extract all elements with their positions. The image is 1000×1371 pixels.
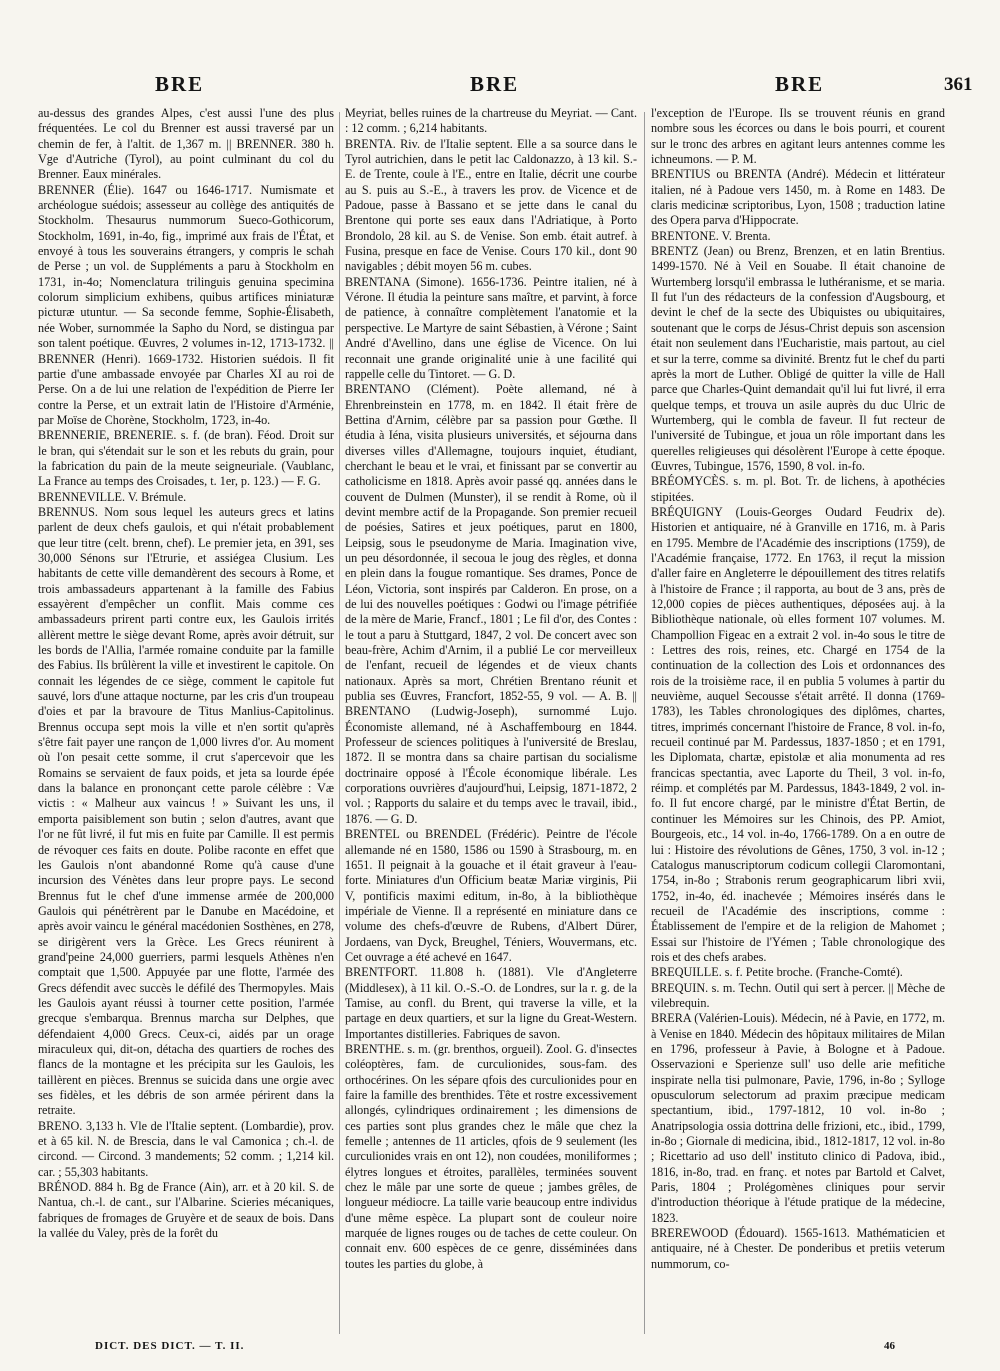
entry-paragraph: BRENTA. Riv. de l'Italie septent. Elle a sa source dans le Tyrol autrichien, dans le petit lac Caldonazzo, à 13 kil. S.-E. de Trente, coule à l'E., entre en Italie, décrit une courbe au S. puis au S.-E., à travers les prov. de Vicence et de Padoue, passe à Bassano et se jette dans le canal du Brentone qui porte ses eaux dans l'Adriatique, à Porto Brondolo, 28 kil. au S. de Venise. Son emb. était autref. à Fusina, presque en face de Venise. Cours 170 kil., dont 90 navigables ; débit moyen 56 m. cubes. [345, 136, 637, 274]
column-rule [339, 112, 340, 1334]
entry-paragraph: BRÉQUIGNY (Louis-Georges Oudard Feudrix de). Historien et antiquaire, né à Granville en 1716, m. à Paris en 1795. Membre de l'Académie des inscriptions (1759), de l'Académie française, 1772. En 1763, il reçut la mission d'aller faire en Angleterre le dépouillement des titres relatifs à l'histoire de France ; il rapporta, au bout de 3 ans, près de 12,000 copies de pièces authentiques, déposées auj. à la Bibliothèque nationale, où elles forment 107 volumes. M. Champollion Figeac en a extrait 2 vol. in-4o sous le titre de : Lettres des rois, reines, etc. Chargé en 1754 de la continuation de la collection des Lois et ordonnances des rois de la troisième race, il en publia 5 volumes à partir du neuvième, auquel Secousse s'était arrêté. Il donna (1769-1783), les Tables chronologiques des diplômes, chartes, titres, imprimés concernant l'histoire de France, 8 vol. in-fo, recueil continué par M. Pardessus, 1837-1850 ; et en 1791, les Diplomata, chartæ, epistolæ et alia monumenta ad res francicas spectantia, avec Laporte du Theil, 3 vol. in-fo, réimp. et complétés par M. Pardessus, 1843-1849, 2 vol. in-fo. Il fut encore chargé, par le ministre d'État Bertin, de continuer les Mémoires sur les Chinois, des PP. Amiot, Bourgeois, etc., 14 vol. in-4o, 1766-1789. On a en outre de lui : Histoire des révolutions de Gênes, 1750, 3 vol. in-12 ; Catalogus manuscriptorum codicum collegii Claromontani, 1754, in-8o ; Strabonis rerum geographicarum libri xvii, 1752, in-4o, éd. inachevée ; Mémoires insérés dans le recueil de l'Académie des inscriptions, comme : Établissement de l'empire et de la religion de Mahomet ; Essai sur l'histoire de l'Yémen ; Table chronologique des rois et des chefs arabes. [651, 504, 945, 964]
entry-paragraph: BRENNUS. Nom sous lequel les auteurs grecs et latins parlent de deux chefs gaulois, et qui n'était probablement que leur titre (celt. brenn, chef). Le premier jeta, en 391, ses 30,000 Sénons sur l'Etrurie, et assiégea Clusium. Les habitants de cette ville demandèrent des secours à Rome, et trois ambassadeurs appartenant à la famille des Fabius essayèrent d'empêcher un conflit. Mais comme ces ambassadeurs prirent parti contre eux, les Gaulois irrités allèrent mettre le siège devant Rome, après avoir détruit, sur les bords de l'Allia, l'armée romaine conduite par la famille des Fabius. Ils brûlèrent la ville et investirent le capitole. On connait les légendes de ce siège, comment le capitole fut sauvé, lors d'une attaque nocturne, par les cris d'un troupeau d'oies et par la bravoure de Titus Manlius-Capitolinus. Brennus occupa sept mois la ville et n'en sortit qu'après s'être fait payer une rançon de 1,000 livres d'or. Au moment où l'on pesait cette somme, il crut s'apercevoir que les Romains se servaient de faux poids, et jeta sa lourde épée dans la balance en prononçant cette parole célèbre : Væ victis : « Malheur aux vaincus ! » Suivant les uns, il emporta paisiblement son butin ; selon d'autres, avant que l'or ne fût livré, il fut mis en fuite par Camille. Il est permis de révoquer ces faits en doute. Polibe raconte en effet que les Gaulois n'ont abandonné Rome qu'à cause d'une incursion des Vénètes dans leur propre pays. Le second Brennus fut le chef d'une immense armée de 200,000 Gaulois qui pénétrèrent par le Danube en Macédoine, et après avoir vaincu le général macédonien Sosthènes, en 278, se dirigèrent vers la Grèce. Les Grecs réunirent à grand'peine 24,000 guerriers, parmi lesquels Athènes n'en comptait que 1,500. Appuyée par une flotte, l'armée des Grecs défendit avec succès le défilé des Thermopyles. Mais les Gaulois ayant réussi à tourner cette position, l'armée grecque s'embarqua. Brennus marcha sur Delphes, que défendaient 4,000 Grecs. Ceux-ci, aidés par un orage miraculeux qui, dit-on, détacha des quartiers de roches des flancs de la montagne et les précipita sur les Gaulois, les taillèrent en pièces. Brennus se suicida dans une orgie avec ses fidèles, et les débris de son armée périrent dans la retraite. [38, 504, 334, 1118]
sheet-number: 46 [884, 1340, 895, 1352]
column-3 [651, 106, 945, 1341]
entry-paragraph: BRENTZ (Jean) ou Brenz, Brenzen, et en latin Brentius. 1499-1570. Né à Veil en Souabe. Il était chanoine de Wurtemberg lorsqu'il embrassa le luthéranisme, et se maria. Il fut l'un des rédacteurs de la confession d'Augsbourg, et devint le chef de la secte des Ubiquistes ou ubiquitaires, soutenant que le corps de Jésus-Christ depuis son ascension était non seulement dans l'Eucharistie, mais partout, au ciel et sur la terre, comme sa divinité. Brentz fut le chef du parti après la mort de Luther. Obligé de quitter la ville de Hall parce que Charles-Quint demandait qu'il lui fut livré, il erra quelque temps, et trouva un asile auprès du duc Ulric de Wurtemberg, qui le combla de faveur. Il fut recteur de l'université de Tubingue, et joua un rôle important dans les querelles religieuses qui désolèrent l'Europe à cette époque. Œuvres, Tubingue, 1576, 1590, 8 vol. in-fo. [651, 244, 945, 473]
entry-paragraph: BRENTIUS ou BRENTA (André). Médecin et littérateur italien, né à Padoue vers 1450, m. à Rome en 1483. De claris medicinæ scriptoribus, Lyon, 1508 ; traduction latine des Opera parva d'Hippocrate. [651, 167, 945, 228]
page-footer [0, 1340, 1000, 1360]
running-header [0, 72, 1000, 102]
headword-left: BRE [155, 72, 205, 96]
entry-paragraph: BRENTANO (Clément). Poète allemand, né à Ehrenbreinstein en 1778, m. en 1842. Il était frère de Bettina d'Arnim, célèbre par sa passion pour Gœthe. Il étudia à Iéna, visita plusieurs universités, et séjourna dans diverses villes d'Allemagne, toujours inquiet, étudiant, cherchant le beau et le vrai, et finissant par se convertir au catholicisme en 1818. Après avoir passé qq. années dans le couvent de Dulmen (Munster), il se rendit à Rome, où il devint membre actif de la Propagande. Son premier recueil de poésies, Satires et jeux poétiques, parut en 1800, Leipsig, sous le pseudonyme de Maria. Imagination vive, un peu désordonnée, il secoua le joug des règles, et donna en plein dans la fougue romantique. Ses drames, Ponce de Léon, Victoria, sont inspirés par Calderon. En prose, on a de lui des nouvelles poétiques : Godwi ou l'image pétrifiée de la mère de Marie, Francf., 1801 ; Le fil d'or, des Contes : le tout a paru à Stuttgard, 1847, 2 vol. De concert avec son beau-frère, Achim d'Arnim, il a publié Le cor merveilleux de l'enfant, recueil de légendes et de vieux chants nationaux. Après sa mort, Chrétien Brentano réunit et publia ses Œuvres, Francfort, 1852-55, 9 vol. — A. B. || BRENTANO (Ludwig-Joseph), surnommé Lujo. Économiste allemand, né à Aschaffembourg en 1844. Professeur de sciences politiques à l'université de Breslau, 1872. Il se montra dans sa chaire partisan du socialisme doctrinaire opposé à l'École économique libérale. Les corporations ouvrières d'aujourd'hui, Leipsig, 1871-1872, 2 vol. ; Rapports du salaire et du temps avec le travail, ibid., 1876. — G. D. [345, 382, 637, 826]
entry-paragraph: BRERA (Valérien-Louis). Médecin, né à Pavie, en 1772, m. à Venise en 1840. Médecin des hôpitaux militaires de Milan en 1796, professeur à Pavie, à Bologne et à Padoue. Osservazioni e Sperienze sull' uso delle arie mefitiche inspirate nella tisi pulmonare, Pavie, 1796, in-8o ; Sylloge opusculorum selectorum ad praxim præcipue medicam spectantium, ibid., 1797-1812, 10 vol. in-8o ; Anatripsologia ossia dottrina delle frizioni, etc., ibid., 1799, in-8o ; Giornale di medicina, ibid., 1812-1817, 12 vol. in-8o ; Ricettario ad uso dell' instituto clinico di Padova, ibid., 1816, in-8o, trad. en franç. et notes par Bartold et Calvet, Paris, 1804 ; Prolégomènes cliniques pour servir d'introduction théorique à l'étude pratique de la médecine, 1823. [651, 1011, 945, 1225]
page-number: 361 [944, 74, 973, 95]
entry-paragraph: BRENTONE. V. Brenta. [651, 228, 771, 243]
entry-paragraph: BRENTFORT. 11.808 h. (1881). Vle d'Angleterre (Middlesex), à 11 kil. O.-S.-O. de Londres, sur la r. g. de la Tamise, au confl. du Brent, qui traverse la ville, et la partage en deux quartiers, et sur la ligne du Great-Western. Importantes distilleries. Fabriques de savon. [345, 965, 637, 1041]
entry-paragraph: BRENTHE. s. m. (gr. brenthos, orgueil). Zool. G. d'insectes coléoptères, fam. de curculionides, sous-fam. des orthocérines. On les sépare qfois des curculionides pour en faire la famille des brenthides. Tête et rostre excessivement allongés, cylindriques ordinairement ; les dimensions de ces parties sont plus grandes chez le mâle que chez la femelle ; antennes de 11 articles, qfois de 9 seulement (les curculionides vrais en ont 12), non coudées, moniliformes ; élytres longues et étroites, parallèles, terminées souvent chez le mâle par une sorte de queue ; jambes grêles, de longueur médiocre. La taille varie beaucoup entre individus d'une même espèce. La plupart sont de couleur noire marquée de lignes rouges ou de taches de cette couleur. On connait env. 600 espèces de ce genre, disséminées dans toutes les parties du globe, à [345, 1041, 637, 1271]
entry-paragraph: BRENTANA (Simone). 1656-1736. Peintre italien, né à Vérone. Il étudia la peinture sans maître, et parvint, à force de patience, à connaître complètement l'anatomie et la perspective. Le Martyre de saint Sébastien, à Vérone ; Saint André d'Avellino, dans une église de Vicence. On lui reconnait une grande originalité unie à une facilité qui rappelle celle du Tintoret. — G. D. [345, 274, 637, 381]
entry-paragraph: Meyriat, belles ruines de la chartreuse du Meyriat. — Cant. : 12 comm. ; 6,214 habitants. [345, 106, 637, 136]
entry-paragraph: BRENNER (Élie). 1647 ou 1646-1717. Numismate et archéologue suédois; assesseur au collège des antiquités de Stockholm. Thesaurus nummorum Sueco-Gothicorum, Stockholm, 1691, in-4o, fig., imprimé aux frais de l'État, et envoyé à tous les souverains étrangers, y compris le schah de Perse ; un vol. de Suppléments a paru à Stockholm en 1731, in-4o; Nomenclatura trilinguis genuina specimina colorum simplicium exhibens, quibus artifices miniaturæ picturæ utuntur. — Sa seconde femme, Sophie-Élisabeth, née Wober, surnommée la Sapho du Nord, se distingua par son talent poétique. Œuvres, 2 volumes in-12, 1713-1732. || BRENNER (Henri). 1669-1732. Historien suédois. Il fit partie d'une ambassade envoyée par Charles XI au roi de Perse. On a de lui une relation de l'expédition de Pierre Ier contre la Perse, et un extrait latin de l'Histoire d'Arménie, par Moïse de Chorène, Stockholm, 1723, in-4o. [38, 182, 334, 427]
entry-paragraph: BRENNERIE, BRENERIE. s. f. (de bran). Féod. Droit sur le bran, qui s'étendait sur le son et les rebuts du grain, pour la fabrication du pain de la meute seigneuriale. (Vaublanc, La France au temps des Croisades, t. 1er, p. 123.) — F. G. [38, 428, 334, 489]
entry-paragraph: l'exception de l'Europe. Ils se trouvent réunis en grand nombre sous les écorces ou dans le bois pourri, et courent sur le tronc des arbres en agitant leurs antennes comme les ichneumons. — P. M. [651, 106, 945, 167]
entry-paragraph: au-dessus des grandes Alpes, c'est aussi l'une des plus fréquentées. Le col du Brenner est aussi traversé par un chemin de fer, à l'altit. de 1,367 m. || BRENNER. 380 h. Vge d'Autriche (Tyrol), au point culminant du col du Brenner. Eaux minérales. [38, 106, 334, 182]
entry-paragraph: BRÉOMYCÈS. s. m. pl. Bot. Tr. de lichens, à apothécies stipitées. [651, 474, 945, 504]
headword-right: BRE [775, 72, 825, 96]
headword-center: BRE [470, 72, 520, 96]
entry-paragraph: BREQUIN. s. m. Techn. Outil qui sert à percer. || Mèche de vilebrequin. [651, 980, 945, 1010]
entry-paragraph: BRENNEVILLE. V. Brémule. [38, 489, 187, 504]
column-rule [644, 112, 645, 1334]
entry-paragraph: BRENO. 3,133 h. Vle de l'Italie septent. (Lombardie), prov. et à 65 kil. N. de Brescia, dans le val Camonica ; ch.-l. de circond. — Circond. 3 mandements; 52 comm. ; 1,214 kil. car. ; 55,303 habitants. [38, 1118, 334, 1179]
entry-paragraph: BREQUILLE. s. f. Petite broche. (Franche-Comté). [651, 965, 903, 980]
entry-paragraph: BRENTEL ou BRENDEL (Frédéric). Peintre de l'école allemande né en 1580, 1586 ou 1590 à Strasbourg, m. en 1651. Il peignait à la gouache et il était graveur à l'eau-forte. Miniatures d'un Officium beatæ Mariæ virginis, Pii V, pontificis maximi editum, in-8o, à la bibliothèque impériale de Vienne. Il a représenté en miniature dans ce volume des chefs-d'œuvre de Rubens, d'Albert Dürer, Jordaens, van Dyck, Breughel, Téniers, Wouvermans, etc. Cet ouvrage a été achevé en 1647. [345, 827, 637, 964]
entry-paragraph: BREREWOOD (Édouard). 1565-1613. Mathématicien et antiquaire, né à Chester. De ponderibus et pretiis veterum nummorum, co- [651, 1226, 945, 1271]
column-1 [38, 106, 334, 1341]
column-2 [345, 106, 637, 1341]
signature-mark: DICT. DES DICT. — T. II. [95, 1340, 245, 1352]
entry-paragraph: BRÉNOD. 884 h. Bg de France (Ain), arr. et à 20 kil. S. de Nantua, ch.-l. de cant., sur l'Albarine. Scieries mécaniques, fabriques de fromages de Gruyère et de seaux de bois. Dans la vallée du Valey, près de la forêt du [38, 1180, 334, 1241]
